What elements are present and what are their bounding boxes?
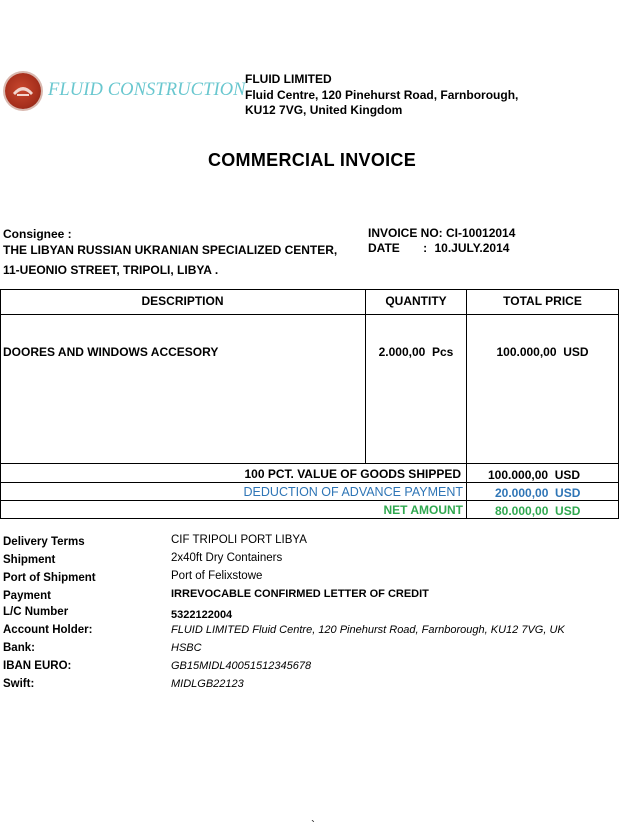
table-summary-divider-1 xyxy=(0,482,619,483)
detail-value-payment: IRREVOCABLE CONFIRMED LETTER OF CREDIT xyxy=(171,588,429,600)
logo-wordmark: FLUID CONSTRUCTION xyxy=(48,80,246,100)
detail-row xyxy=(3,536,618,554)
row-description: DOORES AND WINDOWS ACCESORY xyxy=(3,345,219,359)
invoice-date-row xyxy=(368,241,515,256)
detail-row xyxy=(3,678,618,696)
summary-net-value: 80.000,00 USD xyxy=(495,504,581,518)
table-border-top xyxy=(0,289,619,290)
consignee-label: Consignee : xyxy=(3,227,72,241)
table-border-right xyxy=(618,289,619,519)
detail-label-bank: Bank: xyxy=(3,642,35,654)
detail-label-payment: Payment xyxy=(3,590,51,602)
detail-value-delivery-terms: CIF TRIPOLI PORT LIBYA xyxy=(171,534,307,546)
company-logo-icon xyxy=(5,73,41,109)
detail-label-shipment: Shipment xyxy=(3,554,56,566)
table-body-divider xyxy=(0,463,619,464)
detail-value-port-of-shipment: Port of Felixstowe xyxy=(171,570,263,582)
summary-goods-label: 100 PCT. VALUE OF GOODS SHIPPED xyxy=(244,467,461,481)
summary-net-label: NET AMOUNT xyxy=(383,503,463,517)
detail-value-bank: HSBC xyxy=(171,642,202,654)
detail-label-iban: IBAN EURO: xyxy=(3,660,72,672)
detail-label-account-holder: Account Holder: xyxy=(3,624,93,636)
detail-row xyxy=(3,660,618,678)
consignee-line1: THE LIBYAN RUSSIAN UKRANIAN SPECIALIZED CENTER, xyxy=(3,243,338,257)
summary-goods-value: 100.000,00 USD xyxy=(488,468,581,482)
summary-deduction-label: DEDUCTION OF ADVANCE PAYMENT xyxy=(243,485,463,499)
company-address-line1: Fluid Centre, 120 Pinehurst Road, Farnborough, xyxy=(245,87,519,102)
table-col-divider-1 xyxy=(365,289,366,464)
detail-row xyxy=(3,642,618,660)
invoice-number-label: INVOICE NO: xyxy=(368,226,443,240)
table-summary-divider-2 xyxy=(0,500,619,501)
company-address-block xyxy=(245,72,518,119)
document-title: COMMERCIAL INVOICE xyxy=(207,150,417,170)
invoice-date-sep: : xyxy=(423,241,428,255)
header-description: DESCRIPTION xyxy=(141,294,224,308)
detail-row xyxy=(3,554,618,572)
row-quantity: 2.000,00 Pcs xyxy=(378,345,454,359)
invoice-number-row xyxy=(368,226,515,241)
detail-label-port-of-shipment: Port of Shipment xyxy=(3,572,96,584)
table-col-divider-2 xyxy=(466,289,467,519)
row-total: 100.000,00 USD xyxy=(496,345,589,359)
detail-value-shipment: 2x40ft Dry Containers xyxy=(171,552,283,564)
invoice-number-value: CI-10012014 xyxy=(446,226,516,240)
company-name: FLUID LIMITED xyxy=(245,72,332,86)
table-header-divider xyxy=(0,314,619,315)
footer-mark: ` xyxy=(311,818,315,832)
invoice-date-value: 10.JULY.2014 xyxy=(434,241,510,255)
detail-row xyxy=(3,606,618,624)
detail-value-lc-number: 5322122004 xyxy=(171,609,233,621)
summary-deduction-value: 20.000,00 USD xyxy=(495,486,581,500)
detail-label-swift: Swift: xyxy=(3,678,35,690)
detail-value-swift: MIDLGB22123 xyxy=(171,678,244,690)
header-total-price: TOTAL PRICE xyxy=(503,294,582,308)
detail-value-iban: GB15MIDL40051512345678 xyxy=(171,660,312,672)
invoice-info-block xyxy=(368,226,515,256)
detail-label-delivery-terms: Delivery Terms xyxy=(3,536,85,548)
consignee-block xyxy=(3,226,337,279)
company-address-line2: KU12 7VG, United Kingdom xyxy=(245,103,403,117)
table-border-bottom xyxy=(0,518,619,519)
consignee-line2: 11-UEONIO STREET, TRIPOLI, LIBYA . xyxy=(3,263,219,277)
header-quantity: QUANTITY xyxy=(385,294,447,308)
invoice-table xyxy=(0,289,619,519)
detail-row xyxy=(3,624,618,642)
detail-label-lc-number: L/C Number xyxy=(3,606,69,618)
invoice-date-label: DATE xyxy=(368,241,400,255)
detail-value-account-holder: FLUID LIMITED Fluid Centre, 120 Pinehurst Road, Farnborough, KU12 7VG, UK xyxy=(171,624,565,636)
